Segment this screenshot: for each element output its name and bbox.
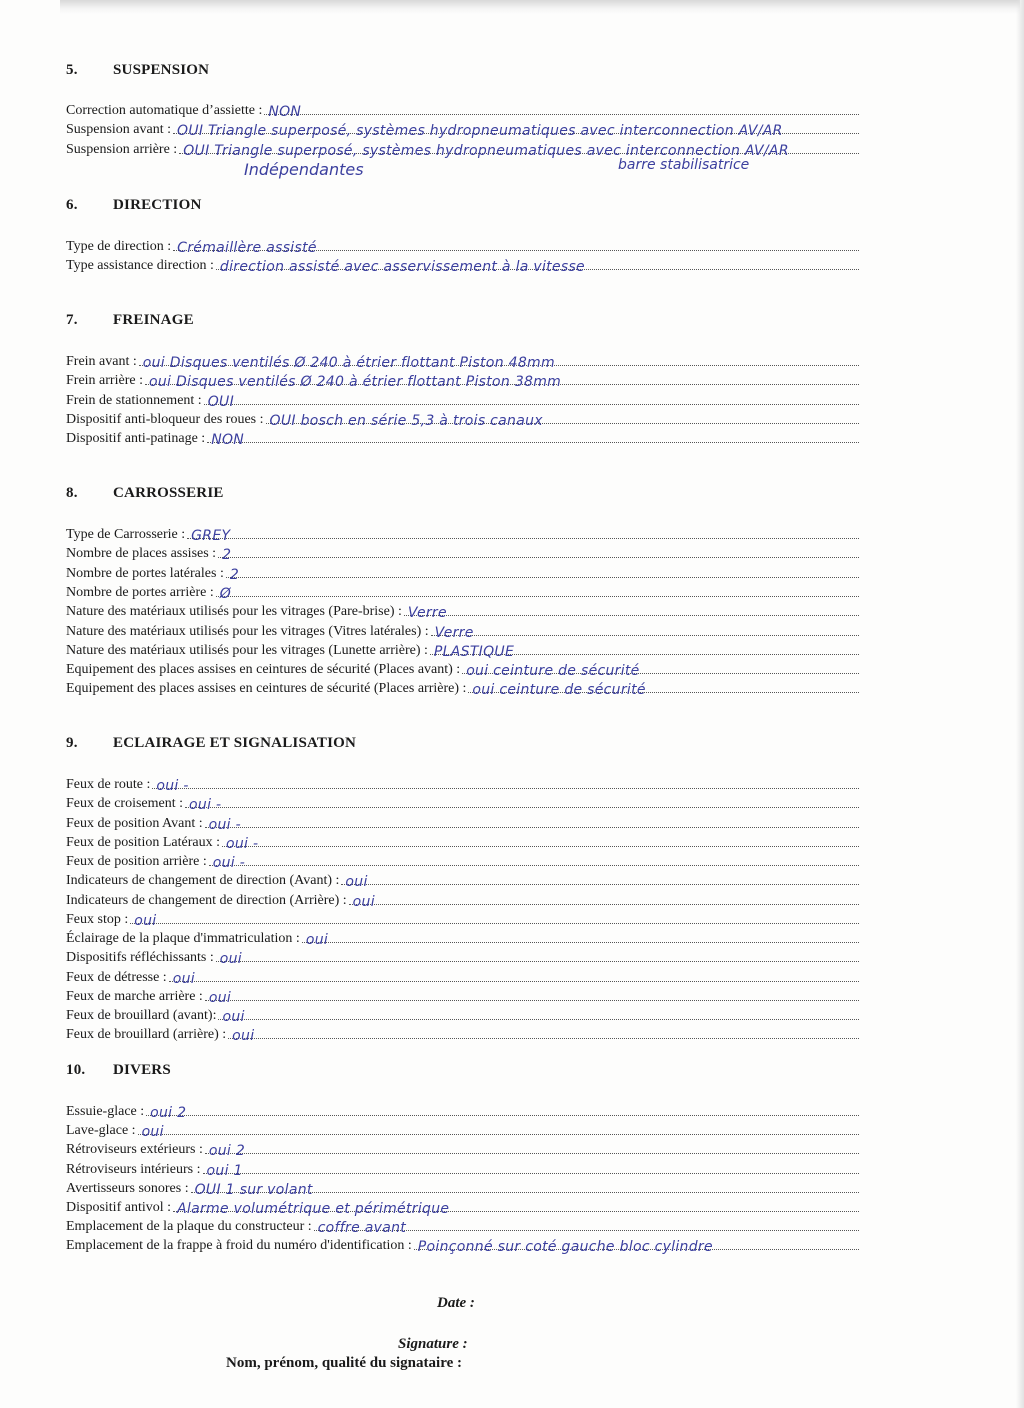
signatory-label: Nom, prénom, qualité du signataire : [226,1355,462,1371]
dotted-fill-line [139,350,859,371]
date-label: Date : [437,1295,475,1311]
form-row [66,812,859,831]
handwritten-value: oui [141,1124,164,1141]
field-label: Nombre de portes latérales : [66,565,224,581]
form-row [66,99,859,118]
dotted-fill-line [152,773,859,794]
form-row [66,620,859,639]
form-row [66,1158,859,1177]
form-row [66,658,859,680]
dotted-fill-line [173,118,859,140]
dotted-fill-line [169,966,859,987]
dotted-fill-line [138,1119,859,1141]
field-label: Rétroviseurs intérieurs : [66,1161,201,1177]
dotted-fill-line [462,658,859,680]
form-row [66,1100,859,1119]
signature-label: Signature : [398,1336,468,1352]
dotted-fill-line [205,1138,859,1160]
section-heading-eclairage [66,735,356,752]
dotted-fill-line [185,792,859,814]
form-row [66,235,859,254]
dotted-fill-line [349,889,859,910]
field-label: Feux de marche arrière : [66,988,203,1004]
field-label: Equipement des places assises en ceintures de sécurité (Places avant) : [66,662,461,678]
handwritten-value: oui [305,932,329,948]
field-label: Suspension arrière : [66,141,178,157]
form-row [66,1177,859,1196]
field-label: Feux de brouillard (arrière) : [66,1027,227,1043]
field-label: Éclairage de la plaque d'immatriculation : [66,931,300,946]
dotted-fill-line [130,908,859,929]
handwritten-value: oui 1 [206,1162,243,1179]
field-label: Essuie-glace : [66,1104,145,1119]
dotted-fill-line [191,1177,859,1198]
field-label: Dispositif anti-bloqueur des roues : [66,411,264,427]
field-label: Indicateurs de changement de direction (Arrière) : [66,892,347,908]
section-number: 5. [66,62,78,78]
handwritten-value: oui [172,970,195,987]
form-row [66,792,859,814]
field-label: Rétroviseurs extérieurs : [66,1142,203,1158]
scan-right-edge [1016,0,1024,1408]
handwritten-value: PLASTIQUE [433,643,515,660]
handwritten-value: OUI Triangle superposé, systèmes hydropneumatiques avec interconnection AV/AR [183,142,789,159]
dotted-fill-line [203,1158,859,1179]
section-title: DIRECTION [113,197,202,213]
dotted-fill-line [205,985,859,1006]
field-label: Dispositif anti-patinage : [66,431,206,447]
field-label: Feux de position arrière : [66,854,207,869]
form-row [66,985,859,1004]
handwritten-value: oui [352,893,375,910]
section-number: 9. [66,735,78,751]
handwritten-value: coffre avant [317,1220,407,1237]
field-label: Dispositif antivol : [66,1200,171,1215]
form-row [66,831,859,850]
form-row [66,927,859,946]
dotted-fill-line [205,812,859,833]
dotted-fill-line [414,1234,859,1256]
form-row [66,966,859,985]
handwritten-value: oui - [208,816,241,833]
form-row [66,1004,859,1023]
field-label: Emplacement de la frappe à froid du numéro d'identification : [66,1238,412,1254]
form-row [66,138,859,157]
handwritten-value: Ø [219,585,232,602]
dotted-fill-line [226,562,859,583]
handwritten-value: oui - [189,797,222,814]
field-label: Nombre de portes arrière : [66,584,214,600]
handwritten-value: OUI [207,393,234,410]
dotted-fill-line [430,639,859,660]
section-number: 8. [66,485,78,501]
dotted-fill-line [173,1196,859,1217]
form-row [66,562,859,581]
field-label: Feux de position Avant : [66,815,203,831]
dotted-fill-line [179,138,859,159]
section-heading-divers [66,1062,171,1079]
suspension-extra-right: barre stabilisatrice [618,157,750,173]
dotted-fill-line [216,946,859,968]
field-label: Feux de détresse : [66,969,167,985]
field-label: Equipement des places assises en ceintures de sécurité (Places arrière) : [66,681,467,697]
handwritten-value: oui [134,912,157,929]
section-heading-suspension [66,62,209,79]
dotted-fill-line [146,1100,859,1121]
handwritten-value: oui ceinture de sécurité [472,682,646,699]
handwritten-value: GREY [191,528,231,544]
section-title: CARROSSERIE [113,485,224,501]
handwritten-value: Verre [407,605,447,622]
section-number: 10. [66,1062,86,1078]
form-row [66,254,859,276]
handwritten-value: OUI bosch en série 5,3 à trois canaux [269,412,543,429]
field-label: Feux de croisement : [66,796,184,812]
dotted-fill-line [216,254,859,276]
handwritten-value: OUI Triangle superposé, systèmes hydropneumatiques avec interconnection AV/AR [177,123,783,140]
form-row [66,1215,859,1237]
section-title: FREINAGE [113,312,194,328]
dotted-fill-line [145,369,859,391]
dotted-fill-line [222,831,859,852]
section-title: DIVERS [113,1062,171,1078]
form-row [66,369,859,391]
dotted-fill-line [216,581,859,602]
handwritten-value: NON [268,104,302,120]
field-label: Frein avant : [66,354,137,369]
section-title: SUSPENSION [113,62,210,78]
scan-top-edge [60,0,1020,14]
dotted-fill-line [173,235,859,256]
field-label: Lave-glace : [66,1123,136,1139]
handwritten-value: Verre [434,624,474,641]
field-label: Feux de brouillard (avant): [66,1008,217,1023]
form-row [66,408,859,427]
field-label: Nature des matériaux utilisés pour les vitrages (Lunette arrière) : [66,642,428,658]
field-label: Type de Carrosserie : [66,527,186,542]
handwritten-value: oui Disques ventilés Ø 240 à étrier flottant Piston 48mm [142,355,555,371]
handwritten-value: Alarme volumétrique et périmétrique [177,1201,450,1217]
form-row [66,523,859,542]
dotted-fill-line [228,1023,859,1045]
form-row [66,1138,859,1160]
dotted-fill-line [204,389,859,410]
handwritten-value: OUI 1 sur volant [194,1181,313,1198]
handwritten-value: oui - [212,855,246,871]
field-label: Feux de route : [66,777,151,792]
form-row [66,850,859,869]
section-heading-direction [66,197,201,214]
field-label: Correction automatique d’assiette : [66,103,263,118]
dotted-fill-line [404,600,859,622]
dotted-fill-line [431,620,859,641]
dotted-fill-line [187,523,859,544]
handwritten-value: Crémaillère assisté [177,240,317,256]
form-row [66,427,859,449]
field-label: Dispositifs réfléchissants : [66,950,214,966]
form-row [66,1234,859,1256]
section-number: 7. [66,312,78,328]
form-row [66,600,859,622]
handwritten-value: oui 2 [208,1143,246,1160]
form-row [66,350,859,369]
handwritten-value: NON [211,432,245,449]
section-heading-carrosserie [66,485,224,502]
form-row [66,1119,859,1141]
dotted-fill-line [302,927,859,948]
form-row [66,389,859,408]
field-label: Nombre de places assises : [66,546,217,562]
form-row [66,581,859,600]
dotted-fill-line [218,542,859,564]
dotted-fill-line [218,1004,859,1025]
field-label: Frein arrière : [66,373,143,389]
dotted-fill-line [264,99,859,120]
field-label: Frein de stationnement : [66,392,202,408]
handwritten-value: direction assisté avec asservissement à la vitesse [219,259,585,276]
handwritten-value: oui 2 [150,1105,187,1121]
form-row [66,118,859,140]
form-row [66,677,859,699]
dotted-fill-line [314,1215,859,1237]
field-label: Nature des matériaux utilisés pour les vitrages (Pare-brise) : [66,604,402,620]
handwritten-value: oui [232,1028,255,1045]
form-row [66,1196,859,1215]
dotted-fill-line [341,869,859,891]
handwritten-value: oui - [156,778,189,794]
field-label: Indicateurs de changement de direction (Avant) : [66,873,340,889]
form-row [66,1023,859,1045]
section-number: 6. [66,197,78,213]
dotted-fill-line [209,850,859,871]
dotted-fill-line [207,427,859,449]
dotted-fill-line [266,408,859,429]
form-row [66,889,859,908]
form-row [66,639,859,658]
handwritten-value: 2 [222,547,232,564]
handwritten-value: oui [208,989,232,1006]
field-label: Avertisseurs sonores : [66,1180,189,1196]
suspension-extra-left: Indépendantes [244,160,364,179]
handwritten-value: oui [219,951,242,968]
form-row [66,542,859,564]
form-row [66,946,859,968]
handwritten-value: Poinçonné sur coté gauche bloc cylindre [417,1239,713,1256]
handwritten-value: oui - [225,835,259,852]
section-heading-freinage [66,312,194,329]
handwritten-value: oui [222,1009,245,1025]
field-label: Emplacement de la plaque du constructeur : [66,1219,312,1235]
field-label: Nature des matériaux utilisés pour les vitrages (Vitres latérales) : [66,623,429,639]
section-title: ECLAIRAGE ET SIGNALISATION [113,735,357,751]
form-row [66,908,859,927]
form-row [66,773,859,792]
dotted-fill-line [468,677,859,699]
field-label: Type de direction : [66,239,172,254]
field-label: Feux stop : [66,911,129,927]
handwritten-value: 2 [229,566,240,583]
field-label: Suspension avant : [66,122,171,138]
field-label: Feux de position Latéraux : [66,834,220,850]
handwritten-value: oui Disques ventilés Ø 240 à étrier flottant Piston 38mm [148,374,562,391]
handwritten-value: oui ceinture de sécurité [466,663,640,680]
handwritten-value: oui [345,874,368,891]
field-label: Type assistance direction : [66,258,214,274]
form-row [66,869,859,891]
